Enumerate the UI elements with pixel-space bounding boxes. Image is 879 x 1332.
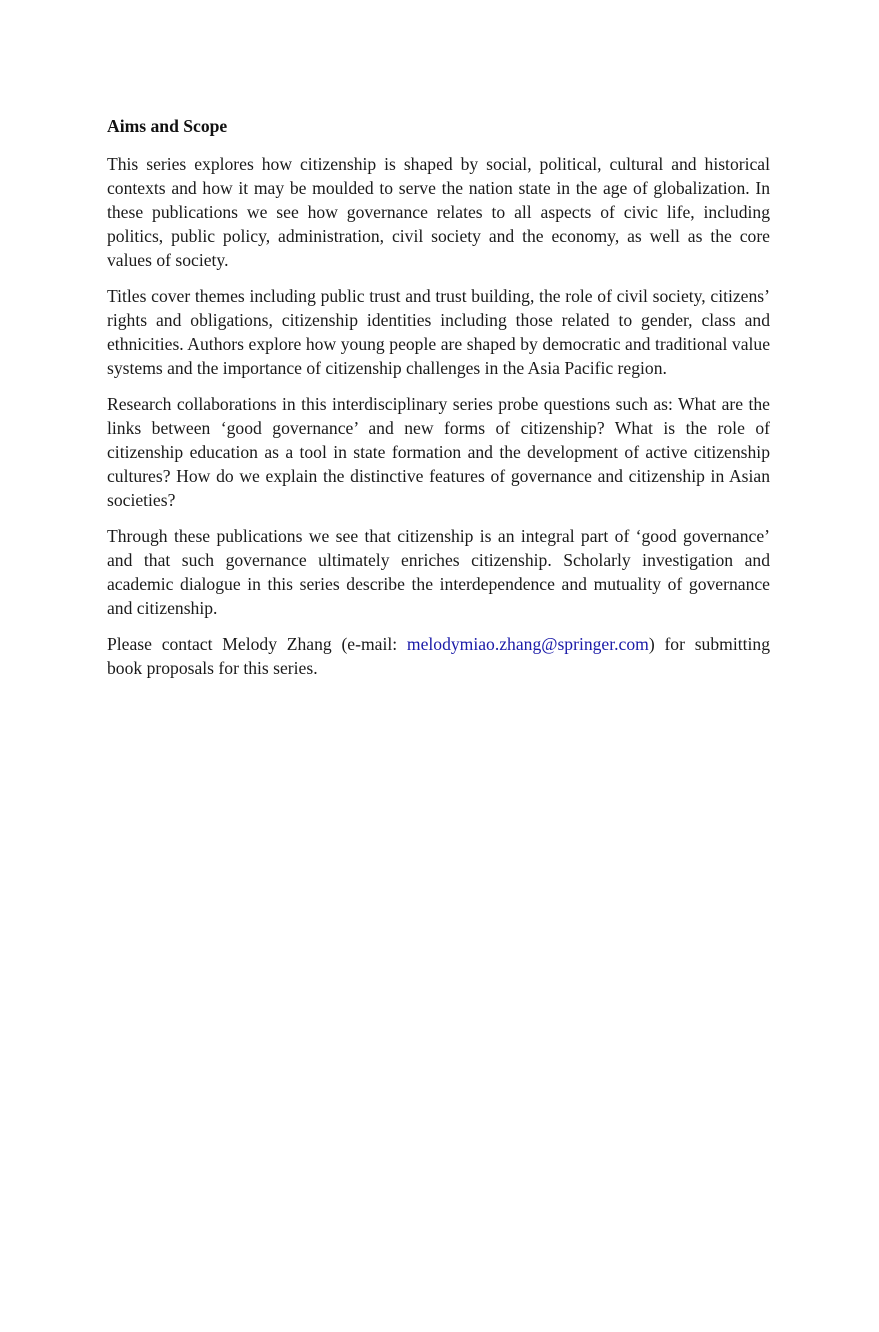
- paragraph-citizenship: Through these publications we see that citizenship is an integral part of ‘good governance’ and that such governance ultimately enriches citizenship. Scholarly investigation and academic dialogue in this series describe the interdependence and mutuality of governance and citizenship.: [107, 526, 770, 618]
- paragraph-contact: [107, 632, 770, 680]
- contact-text-after: ) for submitting book proposals for this series.: [107, 634, 770, 678]
- paragraph-research: Research collaborations in this interdisciplinary series probe questions such as: What are the links between ‘good governance’ and new forms of citizenship? What is the role of citizenship education as a tool in state formation and the development of active citizenship cultures? How do we explain the distinctive features of governance and citizenship in Asian societies?: [107, 394, 770, 510]
- page-content: [107, 114, 770, 692]
- contact-text-before: Please contact Melody Zhang (e-mail:: [107, 634, 407, 654]
- paragraph-themes: Titles cover themes including public trust and trust building, the role of civil society, citizens’ rights and obligations, citizenship identities including those related to gender, class and ethnicities. Authors explore how young people are shaped by democratic and traditional value systems and the importance of citizenship challenges in the Asia Pacific region.: [107, 286, 770, 378]
- paragraph-intro: This series explores how citizenship is shaped by social, political, cultural and historical contexts and how it may be moulded to serve the nation state in the age of globalization. In these publications we see how governance relates to all aspects of civic life, including politics, public policy, administration, civil society and the economy, as well as the core values of society.: [107, 154, 770, 270]
- section-heading: Aims and Scope: [107, 116, 228, 136]
- email-link[interactable]: melodymiao.zhang@springer.com: [406, 634, 649, 654]
